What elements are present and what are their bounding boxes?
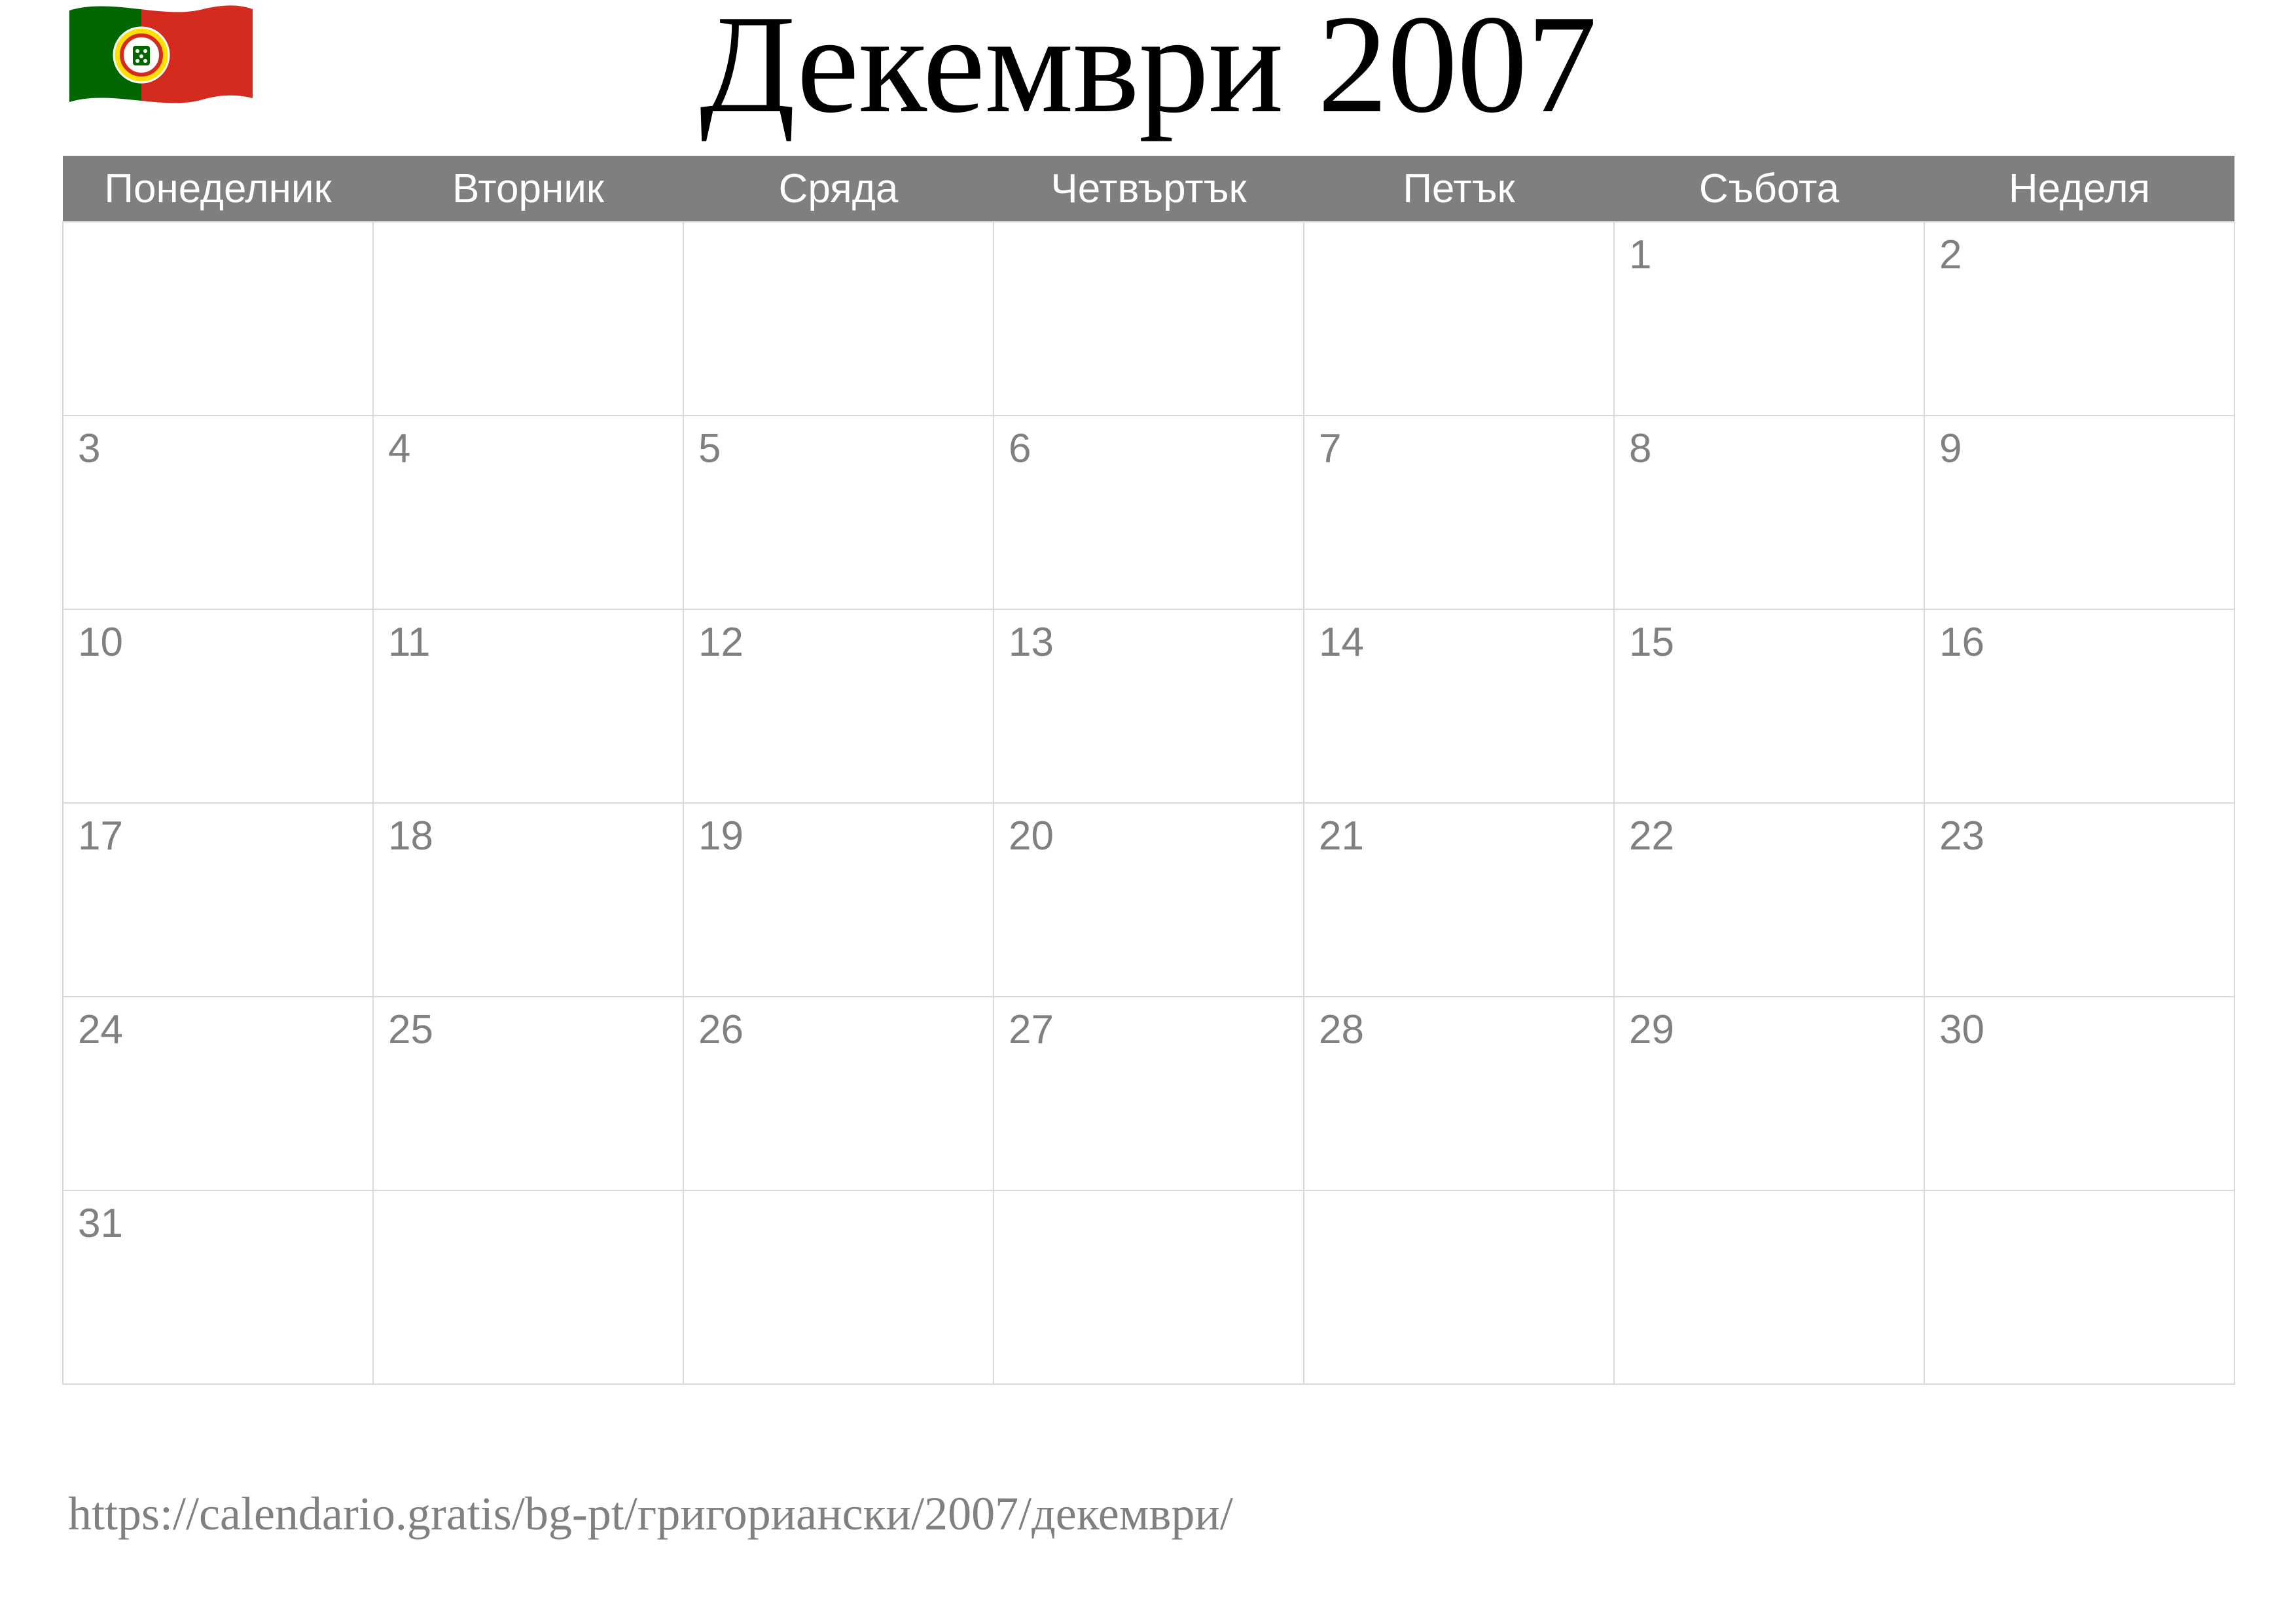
day-cell[interactable]: 30: [1924, 997, 2234, 1190]
day-cell[interactable]: 10: [63, 609, 373, 803]
day-cell[interactable]: 14: [1304, 609, 1614, 803]
day-cell[interactable]: 12: [683, 609, 994, 803]
calendar-week-row: [63, 803, 2234, 997]
day-cell[interactable]: [994, 222, 1304, 416]
day-cell[interactable]: 24: [63, 997, 373, 1190]
day-cell[interactable]: 31: [63, 1190, 373, 1384]
day-cell[interactable]: 25: [373, 997, 683, 1190]
source-url[interactable]: https://calendario.gratis/bg-pt/григориански/2007/декември/: [68, 1488, 1233, 1540]
day-cell[interactable]: 21: [1304, 803, 1614, 997]
weekday-tuesday: Вторник: [373, 156, 683, 222]
day-cell[interactable]: 11: [373, 609, 683, 803]
day-cell[interactable]: [373, 1190, 683, 1384]
weekday-monday: Понеделник: [63, 156, 373, 222]
day-cell[interactable]: [63, 222, 373, 416]
day-cell[interactable]: 23: [1924, 803, 2234, 997]
day-cell[interactable]: [1614, 1190, 1924, 1384]
day-cell[interactable]: 2: [1924, 222, 2234, 416]
calendar-week-row: [63, 1190, 2234, 1384]
day-cell[interactable]: 22: [1614, 803, 1924, 997]
day-cell[interactable]: 4: [373, 416, 683, 609]
day-cell[interactable]: [1924, 1190, 2234, 1384]
day-cell[interactable]: [1304, 1190, 1614, 1384]
day-cell[interactable]: 26: [683, 997, 994, 1190]
calendar-grid: [62, 156, 2235, 1385]
weekday-wednesday: Сряда: [683, 156, 994, 222]
day-cell[interactable]: 13: [994, 609, 1304, 803]
day-cell[interactable]: 29: [1614, 997, 1924, 1190]
day-cell[interactable]: 28: [1304, 997, 1614, 1190]
weekday-sunday: Неделя: [1924, 156, 2234, 222]
day-cell[interactable]: [994, 1190, 1304, 1384]
day-cell[interactable]: [683, 222, 994, 416]
day-cell[interactable]: 1: [1614, 222, 1924, 416]
day-cell[interactable]: 15: [1614, 609, 1924, 803]
day-cell[interactable]: 8: [1614, 416, 1924, 609]
day-cell[interactable]: 7: [1304, 416, 1614, 609]
weekday-thursday: Четвъртък: [994, 156, 1304, 222]
weekday-header-row: [63, 156, 2234, 222]
calendar-week-row: [63, 222, 2234, 416]
day-cell[interactable]: 6: [994, 416, 1304, 609]
day-cell[interactable]: 18: [373, 803, 683, 997]
page-title: Декември 2007: [699, 0, 1597, 142]
calendar-week-row: [63, 609, 2234, 803]
day-cell[interactable]: 16: [1924, 609, 2234, 803]
weekday-saturday: Събота: [1614, 156, 1924, 222]
day-cell[interactable]: 5: [683, 416, 994, 609]
day-cell[interactable]: [373, 222, 683, 416]
day-cell[interactable]: 17: [63, 803, 373, 997]
page-header: [0, 0, 2296, 154]
day-cell[interactable]: 3: [63, 416, 373, 609]
day-cell[interactable]: 27: [994, 997, 1304, 1190]
day-cell[interactable]: 20: [994, 803, 1304, 997]
day-cell[interactable]: 19: [683, 803, 994, 997]
day-cell[interactable]: [683, 1190, 994, 1384]
calendar-week-row: [63, 416, 2234, 609]
day-cell[interactable]: 9: [1924, 416, 2234, 609]
calendar-week-row: [63, 997, 2234, 1190]
weekday-friday: Петък: [1304, 156, 1614, 222]
day-cell[interactable]: [1304, 222, 1614, 416]
